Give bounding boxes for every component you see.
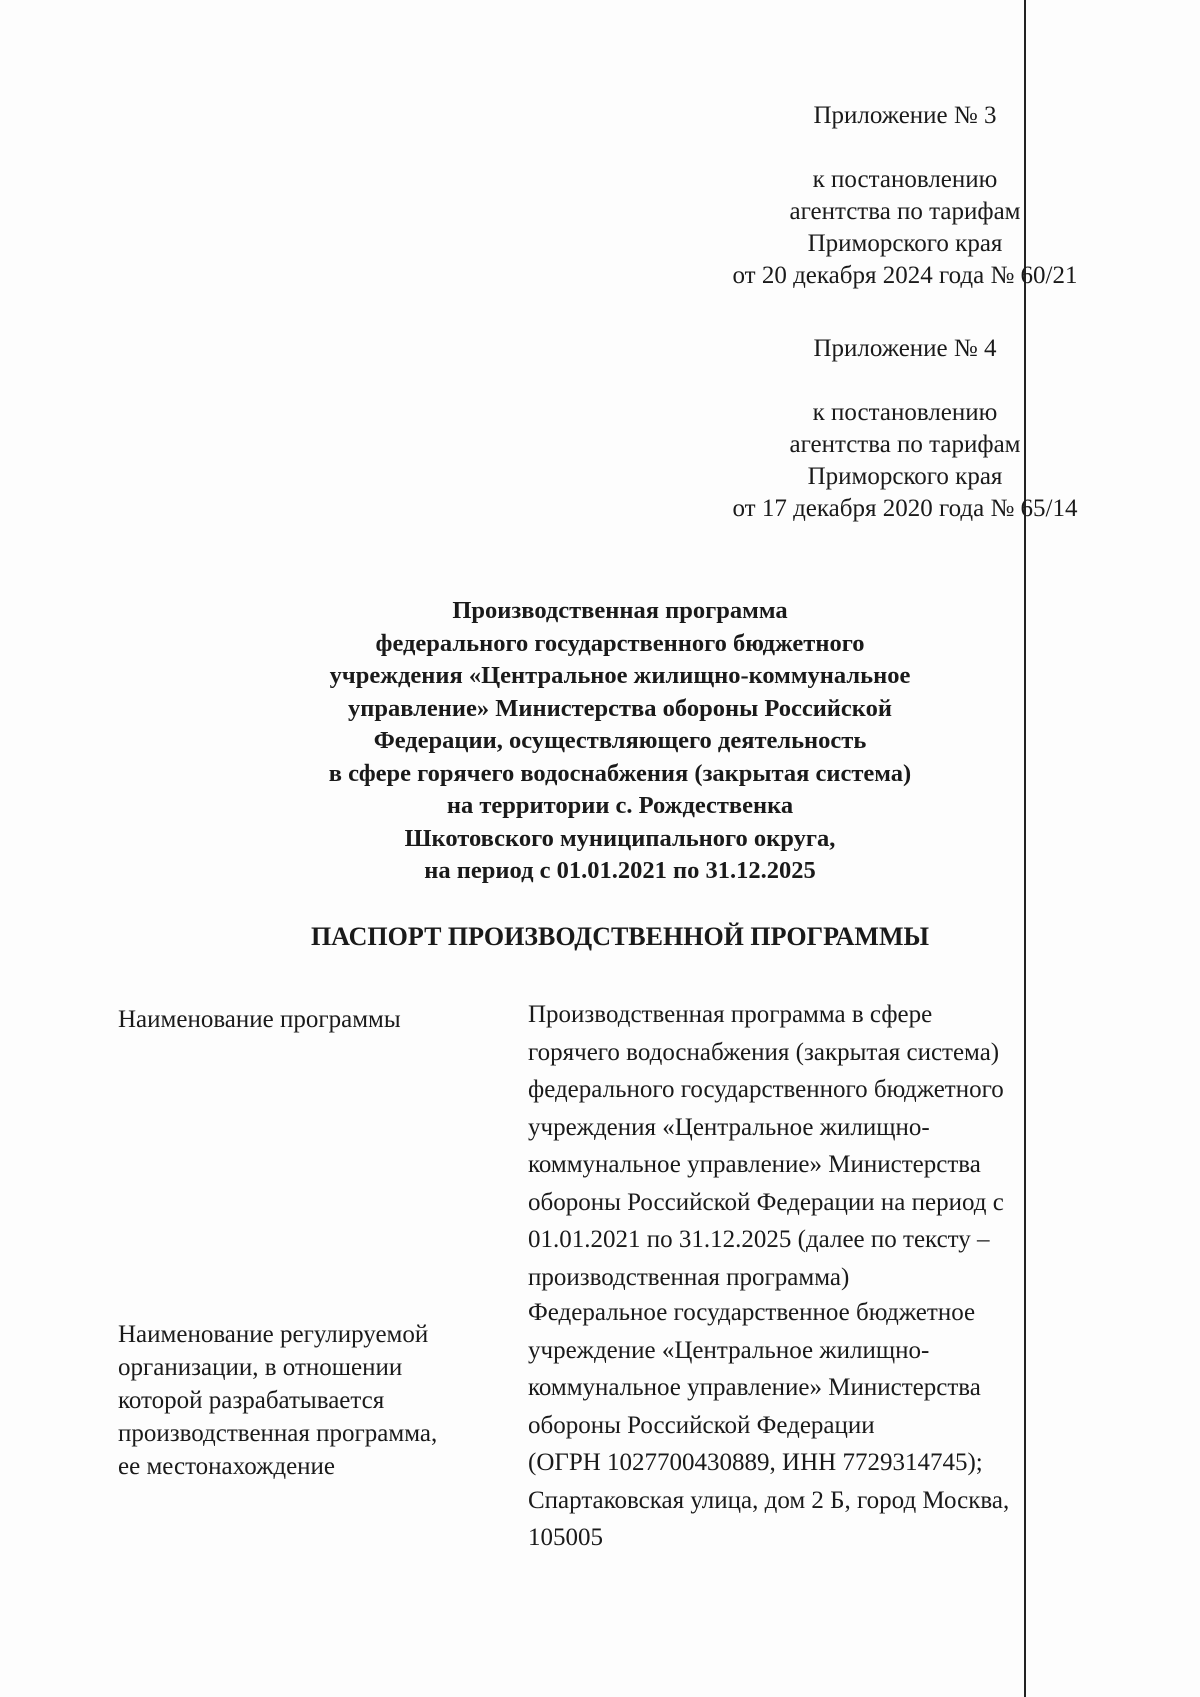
value-line: обороны Российской Федерации на период с — [528, 1188, 1004, 1216]
title-line: Шкотовского муниципального округа, — [404, 824, 836, 852]
annex-line: агентства по тарифам — [789, 431, 1021, 458]
annex-4-block — [690, 333, 1120, 525]
label-line: Наименование регулируемой — [118, 1321, 429, 1348]
title-line: на территории с. Рождественка — [446, 792, 794, 819]
annex-heading: Приложение № 4 — [813, 335, 997, 362]
title-line: в сфере горячего водоснабжения (закрытая система) — [328, 759, 912, 787]
document-title — [200, 595, 1040, 888]
value-line: 105005 — [528, 1524, 603, 1551]
title-line: Федерации, осуществляющего деятельность — [373, 727, 867, 754]
value-line: коммунальное управление» Министерства — [528, 1151, 981, 1178]
annex-line: Приморского края — [807, 463, 1003, 490]
value-line: производственная программа) — [528, 1263, 850, 1291]
label-line: которой разрабатывается — [118, 1387, 385, 1414]
annex-line: Приморского края — [807, 230, 1003, 257]
value-line: обороны Российской Федерации — [528, 1411, 875, 1439]
value-line: (ОГРН 1027700430889, ИНН 7729314745); — [528, 1449, 983, 1476]
label-line: ее местонахождение — [118, 1453, 336, 1480]
program-name-label — [118, 1003, 498, 1036]
organization-value — [528, 1294, 1088, 1557]
value-line: 01.01.2021 по 31.12.2025 (далее по тексту – — [528, 1226, 990, 1253]
title-line: Производственная программа — [452, 597, 788, 624]
value-line: Федеральное государственное бюджетное — [528, 1299, 976, 1326]
annex-line: от 17 декабря 2020 года № 65/14 — [732, 495, 1078, 522]
annex-3-block — [690, 100, 1120, 292]
annex-heading: Приложение № 3 — [813, 102, 997, 129]
label-line: Наименование программы — [118, 1006, 401, 1033]
annex-line: от 20 декабря 2024 года № 60/21 — [732, 262, 1078, 289]
value-line: учреждения «Центральное жилищно- — [528, 1113, 930, 1141]
title-line: учреждения «Центральное жилищно-коммунальное — [329, 662, 911, 689]
title-line: на период с 01.01.2021 по 31.12.2025 — [424, 857, 816, 884]
annex-line: к постановлению — [812, 399, 998, 426]
value-line: горячего водоснабжения (закрытая система) — [528, 1038, 1000, 1066]
title-line: управление» Министерства обороны Российской — [348, 694, 892, 722]
value-line: Производственная программа в сфере — [528, 1001, 933, 1028]
organization-label — [118, 1318, 498, 1483]
program-name-value — [528, 996, 1088, 1296]
annex-line: к постановлению — [812, 166, 998, 193]
value-line: коммунальное управление» Министерства — [528, 1374, 981, 1401]
value-line: учреждение «Центральное жилищно- — [528, 1336, 930, 1364]
value-line: Спартаковская улица, дом 2 Б, город Москва, — [528, 1486, 1010, 1514]
passport-heading: ПАСПОРТ ПРОИЗВОДСТВЕННОЙ ПРОГРАММЫ — [310, 922, 930, 951]
title-line: федерального государственного бюджетного — [375, 629, 865, 657]
value-line: федерального государственного бюджетного — [528, 1076, 1004, 1103]
annex-line: агентства по тарифам — [789, 198, 1021, 225]
label-line: производственная программа, — [118, 1420, 438, 1447]
label-line: организации, в отношении — [118, 1354, 403, 1381]
